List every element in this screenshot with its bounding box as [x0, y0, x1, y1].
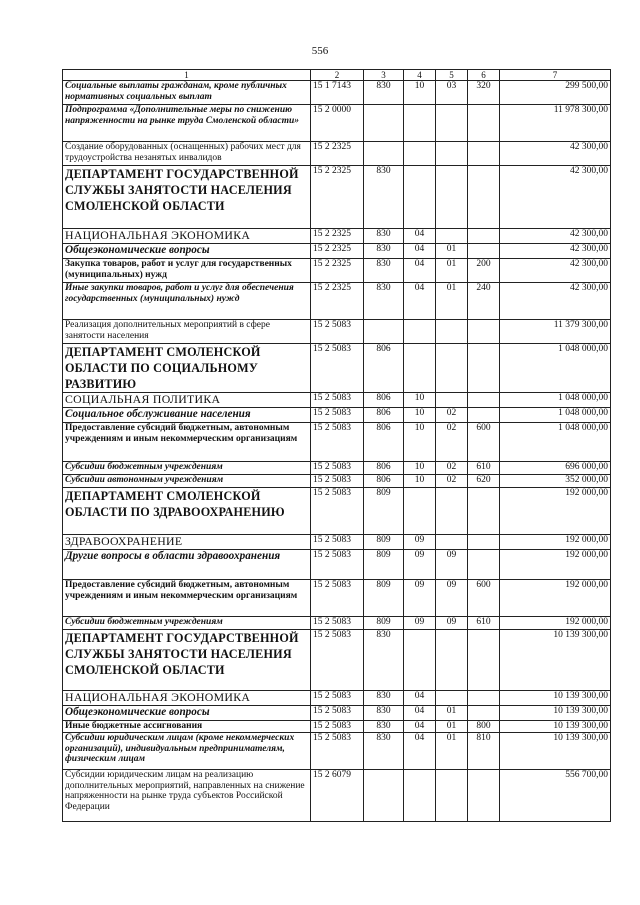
table-row [63, 462, 611, 475]
row-name-cell: Создание оборудованных (оснащенных) рабочих мест для трудоустройства незанятых инвалидов [63, 142, 311, 166]
table-row [63, 283, 611, 320]
section-code-cell [404, 166, 436, 229]
row-name-cell: ДЕПАРТАМЕНТ ГОСУДАРСТВЕННОЙ СЛУЖБЫ ЗАНЯТОСТИ НАСЕЛЕНИЯ СМОЛЕНСКОЙ ОБЛАСТИ [63, 630, 311, 691]
target-article-cell: 15 2 5083 [311, 344, 364, 393]
section-code-cell: 10 [404, 475, 436, 488]
amount-cell: 1 048 000,00 [500, 408, 611, 423]
expense-type-cell [468, 229, 500, 244]
expense-type-cell [468, 535, 500, 550]
department-code-cell: 830 [364, 691, 404, 706]
target-article-cell: 15 2 5083 [311, 580, 364, 617]
department-code-cell: 809 [364, 535, 404, 550]
row-name-cell: Социальные выплаты гражданам, кроме публичных нормативных социальных выплат [63, 81, 311, 105]
target-article-cell: 15 2 5083 [311, 475, 364, 488]
expense-type-cell: 240 [468, 283, 500, 320]
expense-type-cell [468, 320, 500, 344]
target-article-cell: 15 2 5083 [311, 535, 364, 550]
row-name-cell: НАЦИОНАЛЬНАЯ ЭКОНОМИКА [63, 229, 311, 244]
section-code-cell: 04 [404, 283, 436, 320]
target-article-cell: 15 2 5083 [311, 721, 364, 733]
target-article-cell: 15 2 5083 [311, 408, 364, 423]
target-article-cell: 15 2 5083 [311, 320, 364, 344]
target-article-cell: 15 2 2325 [311, 259, 364, 283]
column-header-row [63, 70, 611, 81]
table-row [63, 408, 611, 423]
expense-type-cell [468, 244, 500, 259]
expense-type-cell: 320 [468, 81, 500, 105]
budget-table [62, 69, 611, 822]
target-article-cell: 15 2 5083 [311, 706, 364, 721]
expense-type-cell [468, 142, 500, 166]
target-article-cell: 15 2 5083 [311, 393, 364, 408]
row-name-cell: Общеэкономические вопросы [63, 244, 311, 259]
section-code-cell: 09 [404, 535, 436, 550]
table-row [63, 244, 611, 259]
table-row [63, 423, 611, 462]
expense-type-cell: 600 [468, 423, 500, 462]
amount-cell: 192 000,00 [500, 488, 611, 535]
row-name-cell: Субсидии бюджетным учреждениям [63, 462, 311, 475]
section-code-cell: 10 [404, 423, 436, 462]
section-code-cell [404, 488, 436, 535]
department-code-cell: 830 [364, 166, 404, 229]
expense-type-cell [468, 706, 500, 721]
amount-cell: 42 300,00 [500, 244, 611, 259]
amount-cell: 42 300,00 [500, 259, 611, 283]
department-code-cell [364, 142, 404, 166]
expense-type-cell [468, 393, 500, 408]
subsection-code-cell [436, 691, 468, 706]
target-article-cell: 15 1 7143 [311, 81, 364, 105]
section-code-cell: 09 [404, 550, 436, 580]
expense-type-cell [468, 550, 500, 580]
column-header-name: 1 [63, 70, 311, 81]
subsection-code-cell [436, 105, 468, 142]
expense-type-cell: 810 [468, 733, 500, 770]
row-name-cell: ДЕПАРТАМЕНТ СМОЛЕНСКОЙ ОБЛАСТИ ПО СОЦИАЛЬНОМУ РАЗВИТИЮ [63, 344, 311, 393]
target-article-cell: 15 2 2325 [311, 142, 364, 166]
department-code-cell: 830 [364, 229, 404, 244]
row-name-cell: Иные закупки товаров, работ и услуг для обеспечения государственных (муниципальных) нужд [63, 283, 311, 320]
row-name-cell: Другие вопросы в области здравоохранения [63, 550, 311, 580]
table-row [63, 706, 611, 721]
row-name-cell: Субсидии юридическим лицам (кроме некоммерческих организаций), индивидуальным предпринимателям, физическим лицам [63, 733, 311, 770]
table-row [63, 81, 611, 105]
table-row [63, 550, 611, 580]
expense-type-cell [468, 408, 500, 423]
section-code-cell [404, 105, 436, 142]
department-code-cell: 806 [364, 462, 404, 475]
target-article-cell: 15 2 5083 [311, 550, 364, 580]
department-code-cell [364, 770, 404, 822]
section-code-cell [404, 320, 436, 344]
department-code-cell: 806 [364, 408, 404, 423]
amount-cell: 10 139 300,00 [500, 733, 611, 770]
section-code-cell: 04 [404, 733, 436, 770]
target-article-cell: 15 2 5083 [311, 462, 364, 475]
section-code-cell: 09 [404, 580, 436, 617]
row-name-cell: Закупка товаров, работ и услуг для государственных (муниципальных) нужд [63, 259, 311, 283]
subsection-code-cell: 01 [436, 283, 468, 320]
expense-type-cell [468, 630, 500, 691]
department-code-cell: 809 [364, 488, 404, 535]
table-row [63, 105, 611, 142]
subsection-code-cell: 01 [436, 244, 468, 259]
table-row [63, 535, 611, 550]
column-header-pr: 5 [436, 70, 468, 81]
amount-cell: 42 300,00 [500, 166, 611, 229]
expense-type-cell: 600 [468, 580, 500, 617]
section-code-cell: 09 [404, 617, 436, 630]
column-header-rz: 4 [404, 70, 436, 81]
section-code-cell: 04 [404, 691, 436, 706]
column-header-ved: 3 [364, 70, 404, 81]
section-code-cell: 10 [404, 462, 436, 475]
table-body [63, 81, 611, 822]
department-code-cell: 806 [364, 475, 404, 488]
subsection-code-cell [436, 166, 468, 229]
row-name-cell: Предоставление субсидий бюджетным, автономным учреждениям и иным некоммерческим организациям [63, 580, 311, 617]
table-row [63, 142, 611, 166]
subsection-code-cell [436, 320, 468, 344]
section-code-cell: 04 [404, 706, 436, 721]
section-code-cell [404, 770, 436, 822]
table-row [63, 488, 611, 535]
amount-cell: 11 379 300,00 [500, 320, 611, 344]
table-row [63, 721, 611, 733]
table-row [63, 320, 611, 344]
subsection-code-cell [436, 770, 468, 822]
table-row [63, 617, 611, 630]
section-code-cell [404, 142, 436, 166]
department-code-cell: 830 [364, 283, 404, 320]
row-name-cell: Реализация дополнительных мероприятий в сфере занятости населения [63, 320, 311, 344]
expense-type-cell: 610 [468, 617, 500, 630]
target-article-cell: 15 2 2325 [311, 229, 364, 244]
target-article-cell: 15 2 5083 [311, 423, 364, 462]
subsection-code-cell [436, 488, 468, 535]
expense-type-cell [468, 344, 500, 393]
department-code-cell: 830 [364, 244, 404, 259]
table-row [63, 691, 611, 706]
target-article-cell: 15 2 5083 [311, 733, 364, 770]
subsection-code-cell: 09 [436, 617, 468, 630]
subsection-code-cell [436, 535, 468, 550]
column-header-vr: 6 [468, 70, 500, 81]
amount-cell: 352 000,00 [500, 475, 611, 488]
expense-type-cell: 800 [468, 721, 500, 733]
subsection-code-cell: 09 [436, 580, 468, 617]
target-article-cell: 15 2 0000 [311, 105, 364, 142]
department-code-cell: 830 [364, 630, 404, 691]
subsection-code-cell: 03 [436, 81, 468, 105]
table-row [63, 475, 611, 488]
department-code-cell [364, 105, 404, 142]
amount-cell: 1 048 000,00 [500, 423, 611, 462]
expense-type-cell [468, 691, 500, 706]
department-code-cell: 809 [364, 550, 404, 580]
expense-type-cell: 200 [468, 259, 500, 283]
target-article-cell: 15 2 5083 [311, 630, 364, 691]
subsection-code-cell [436, 393, 468, 408]
amount-cell: 1 048 000,00 [500, 344, 611, 393]
department-code-cell: 809 [364, 580, 404, 617]
amount-cell: 696 000,00 [500, 462, 611, 475]
department-code-cell: 830 [364, 721, 404, 733]
amount-cell: 42 300,00 [500, 142, 611, 166]
row-name-cell: СОЦИАЛЬНАЯ ПОЛИТИКА [63, 393, 311, 408]
page-number: 556 [311, 45, 329, 57]
amount-cell: 10 139 300,00 [500, 706, 611, 721]
table-row [63, 630, 611, 691]
section-code-cell [404, 630, 436, 691]
row-name-cell: ЗДРАВООХРАНЕНИЕ [63, 535, 311, 550]
target-article-cell: 15 2 2325 [311, 244, 364, 259]
row-name-cell: Субсидии юридическим лицам на реализацию дополнительных мероприятий, направленных на снижение напряженности на рынке труда субъектов Российской Федерации [63, 770, 311, 822]
section-code-cell [404, 344, 436, 393]
department-code-cell: 806 [364, 423, 404, 462]
amount-cell: 1 048 000,00 [500, 393, 611, 408]
subsection-code-cell [436, 630, 468, 691]
department-code-cell: 809 [364, 617, 404, 630]
amount-cell: 42 300,00 [500, 229, 611, 244]
row-name-cell: Подпрограмма «Дополнительные меры по снижению напряженности на рынке труда Смоленской области» [63, 105, 311, 142]
row-name-cell: Общеэкономические вопросы [63, 706, 311, 721]
department-code-cell: 830 [364, 706, 404, 721]
expense-type-cell: 620 [468, 475, 500, 488]
row-name-cell: Субсидии бюджетным учреждениям [63, 617, 311, 630]
target-article-cell: 15 2 5083 [311, 691, 364, 706]
amount-cell: 192 000,00 [500, 535, 611, 550]
table-row [63, 733, 611, 770]
target-article-cell: 15 2 6079 [311, 770, 364, 822]
row-name-cell: Иные бюджетные ассигнования [63, 721, 311, 733]
subsection-code-cell [436, 344, 468, 393]
department-code-cell: 806 [364, 344, 404, 393]
row-name-cell: Предоставление субсидий бюджетным, автономным учреждениям и иным некоммерческим организациям [63, 423, 311, 462]
subsection-code-cell: 02 [436, 475, 468, 488]
row-name-cell: Социальное обслуживание населения [63, 408, 311, 423]
subsection-code-cell: 02 [436, 408, 468, 423]
expense-type-cell [468, 105, 500, 142]
section-code-cell: 10 [404, 81, 436, 105]
expense-type-cell: 610 [468, 462, 500, 475]
amount-cell: 11 978 300,00 [500, 105, 611, 142]
subsection-code-cell [436, 229, 468, 244]
expense-type-cell [468, 770, 500, 822]
table-row [63, 229, 611, 244]
table-row [63, 580, 611, 617]
table-row [63, 259, 611, 283]
department-code-cell: 806 [364, 393, 404, 408]
amount-cell: 192 000,00 [500, 617, 611, 630]
amount-cell: 192 000,00 [500, 580, 611, 617]
subsection-code-cell: 01 [436, 733, 468, 770]
amount-cell: 10 139 300,00 [500, 721, 611, 733]
subsection-code-cell: 02 [436, 423, 468, 462]
department-code-cell: 830 [364, 733, 404, 770]
table-row [63, 166, 611, 229]
section-code-cell: 04 [404, 259, 436, 283]
expense-type-cell [468, 166, 500, 229]
target-article-cell: 15 2 5083 [311, 488, 364, 535]
amount-cell: 192 000,00 [500, 550, 611, 580]
subsection-code-cell [436, 142, 468, 166]
table-row [63, 770, 611, 822]
section-code-cell: 04 [404, 229, 436, 244]
row-name-cell: НАЦИОНАЛЬНАЯ ЭКОНОМИКА [63, 691, 311, 706]
department-code-cell: 830 [364, 81, 404, 105]
amount-cell: 299 500,00 [500, 81, 611, 105]
expense-type-cell [468, 488, 500, 535]
department-code-cell [364, 320, 404, 344]
column-header-amount: 7 [500, 70, 611, 81]
amount-cell: 10 139 300,00 [500, 691, 611, 706]
column-header-csr: 2 [311, 70, 364, 81]
department-code-cell: 830 [364, 259, 404, 283]
row-name-cell: ДЕПАРТАМЕНТ ГОСУДАРСТВЕННОЙ СЛУЖБЫ ЗАНЯТОСТИ НАСЕЛЕНИЯ СМОЛЕНСКОЙ ОБЛАСТИ [63, 166, 311, 229]
section-code-cell: 04 [404, 244, 436, 259]
target-article-cell: 15 2 2325 [311, 166, 364, 229]
row-name-cell: ДЕПАРТАМЕНТ СМОЛЕНСКОЙ ОБЛАСТИ ПО ЗДРАВООХРАНЕНИЮ [63, 488, 311, 535]
section-code-cell: 04 [404, 721, 436, 733]
subsection-code-cell: 01 [436, 259, 468, 283]
section-code-cell: 10 [404, 408, 436, 423]
subsection-code-cell: 09 [436, 550, 468, 580]
row-name-cell: Субсидии автономным учреждениям [63, 475, 311, 488]
target-article-cell: 15 2 5083 [311, 617, 364, 630]
amount-cell: 42 300,00 [500, 283, 611, 320]
amount-cell: 10 139 300,00 [500, 630, 611, 691]
subsection-code-cell: 02 [436, 462, 468, 475]
table-row [63, 393, 611, 408]
subsection-code-cell: 01 [436, 706, 468, 721]
subsection-code-cell: 01 [436, 721, 468, 733]
section-code-cell: 10 [404, 393, 436, 408]
target-article-cell: 15 2 2325 [311, 283, 364, 320]
amount-cell: 556 700,00 [500, 770, 611, 822]
table-row [63, 344, 611, 393]
